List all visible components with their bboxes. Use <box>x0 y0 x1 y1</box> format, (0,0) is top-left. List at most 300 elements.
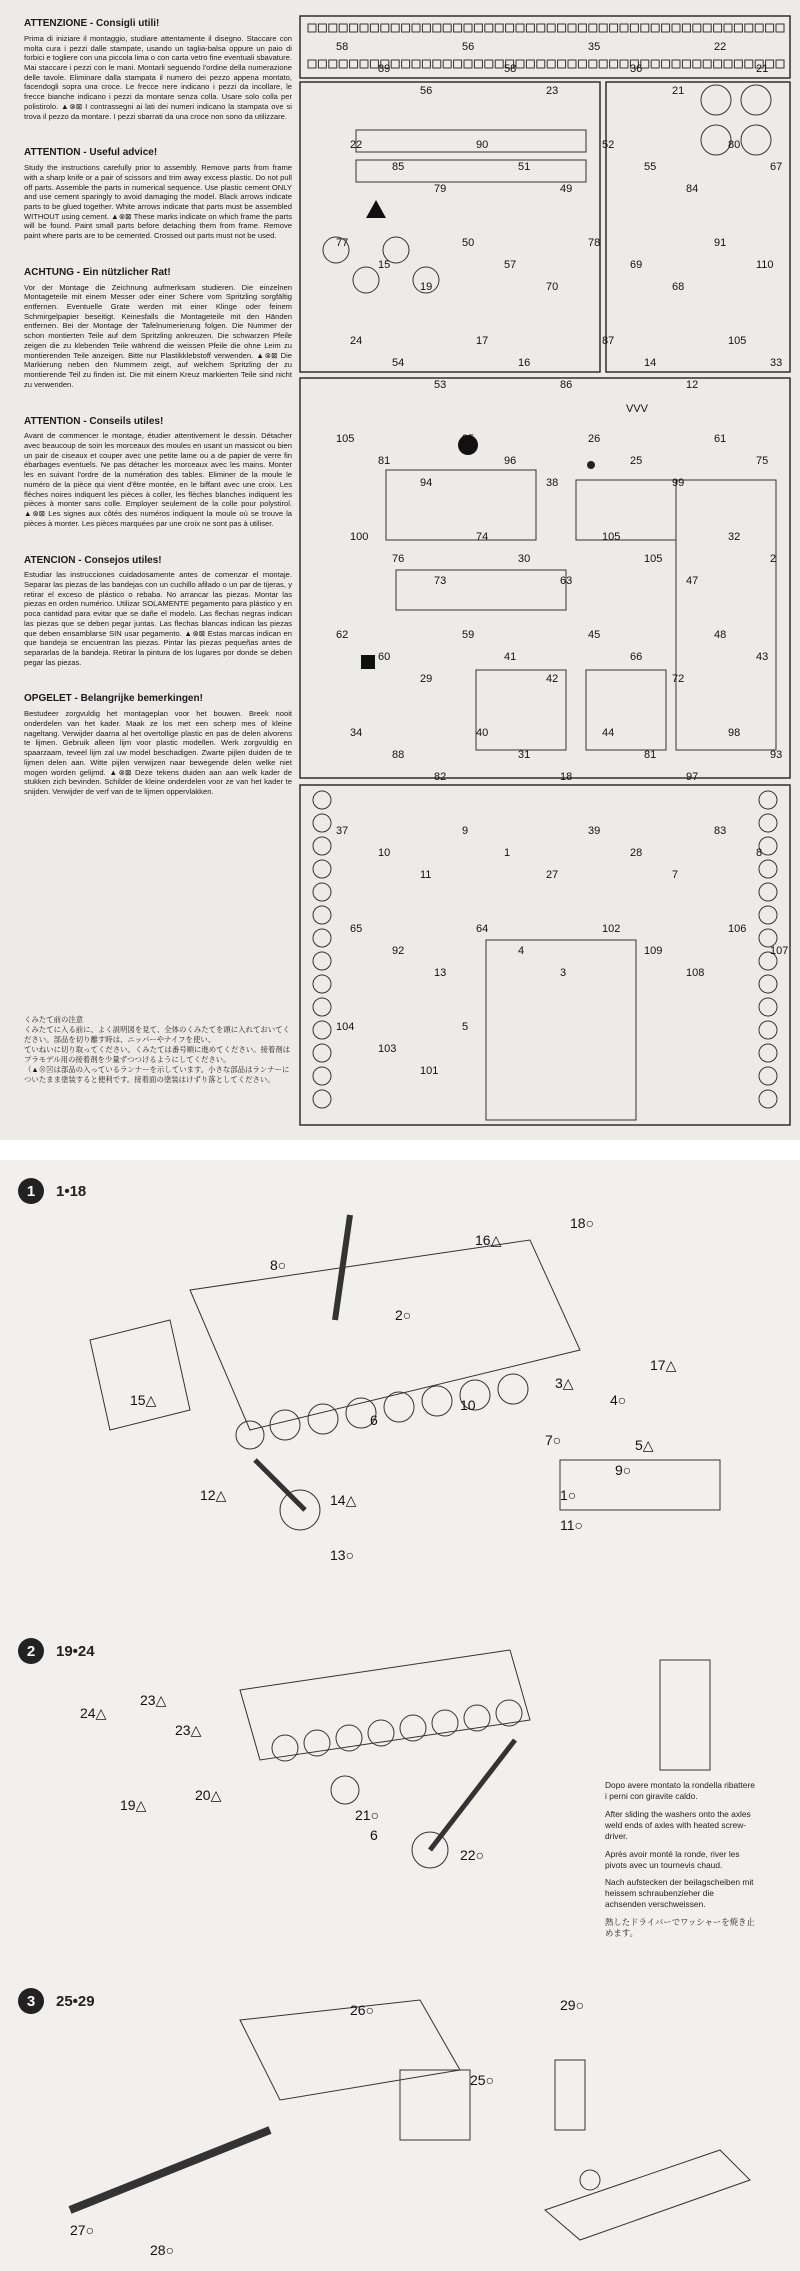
step-part-label: 24△ <box>80 1705 107 1721</box>
road-wheel <box>759 998 777 1016</box>
sprue-letter-label: VVV <box>626 403 649 415</box>
drive-sprocket <box>280 1490 320 1530</box>
part-number-label: 65 <box>350 923 363 935</box>
road-wheel <box>759 1044 777 1062</box>
part-number-label: 39 <box>588 825 601 837</box>
step-1-drawing <box>0 1170 800 1570</box>
road-wheel <box>759 1021 777 1039</box>
track-link <box>693 24 701 32</box>
step-part-label: 18○ <box>570 1215 595 1231</box>
step-part-label: 23△ <box>175 1722 202 1738</box>
step-part-label: 7○ <box>545 1432 562 1448</box>
instruction-body: Vor der Montage die Zeichnung aufmerksam studieren. Die einzelnen Montageteile mit einem Messer oder einer Schere vom Spritzling sorgfältig entfernen. Eventuelle Grate werden mit einer Klinge oder feinem Schmirgelpapier beseitigt. Keinesfalls die Montageteile mit den Händen entfernen. Bei der Montage der Tafelnumerierung folgen. Die Nummer der schon montierten Teile auf dem Spritzling ankreuzen. Die schwarzen Pfeile zeigen die zu klebenden Teile während die weissen Pfeile die ohne Leim zu montierenden Teile anzeigen. Bitte nur Plastikklebstoff verwenden. ▲⊗⊠ Die Markierung neben den Nummern zeigt, auf welchem Spritzling der zu montierende Teil zu finden ist. Die mit einem Kreuz markierten Teile sind nicht zu verwenden. <box>24 282 292 389</box>
part-number-label: 94 <box>420 477 433 489</box>
part-number-label: 12 <box>686 379 699 391</box>
japanese-note-line: くみたてに入る前に、よく説明図を見て、全体のくみたてを頭に入れておいてください。部品を切り離す時は、ニッパーやナイフを使い、 <box>24 1024 290 1044</box>
track-link <box>662 60 670 68</box>
part-number-label: 105 <box>602 531 621 543</box>
track-link <box>422 60 430 68</box>
step-parts-range: 25•29 <box>56 1992 95 2010</box>
japanese-note <box>24 1015 292 1085</box>
japanese-note-line: ていねいに切り取ってください。くみたては番号順に進めてください。接着剤はプラモデル用の接着剤を少量ずつつけるようにしてください。 <box>24 1044 291 1064</box>
part-number-label: 26 <box>588 433 601 445</box>
road-wheel <box>759 1067 777 1085</box>
track-link <box>672 60 680 68</box>
track-link <box>485 60 493 68</box>
part-number-label: 73 <box>434 575 447 587</box>
part-number-label: 17 <box>476 335 489 347</box>
track-link <box>568 60 576 68</box>
gun-carriage-inset <box>545 2150 750 2240</box>
step-part-label: 25○ <box>470 2072 495 2088</box>
instructions-column <box>24 18 292 823</box>
track-link <box>422 24 430 32</box>
track-link <box>370 24 378 32</box>
part-number-label: 91 <box>714 237 727 249</box>
part-number-label: 28 <box>630 847 643 859</box>
road-wheel <box>759 906 777 924</box>
part-number-label: 53 <box>434 379 447 391</box>
step-part-label: 27○ <box>70 2222 95 2238</box>
road-wheel <box>313 791 331 809</box>
track-link <box>402 24 410 32</box>
track-link <box>526 60 534 68</box>
instruction-body: Prima di iniziare il montaggio, studiare attentamente il disegno. Staccare con molta cura i pezzi dalle stampate, usando un taglia-balsa oppure un paio di forbici e togliere con una piccola lima o con carta vetro fine eventuali sbavature. Mai staccare i pezzi con le mani. Montarli seguendo l'ordine della numerazione delle tavole. Eliminare dalla stampata il numero dei pezzo appena montato, facendogli sopra una croce. Le frecce nere indicano i pezzi da incollare, le frecce bianche indicano i pezzi da montare senza colla. Usare solo colla per polistirolo. ▲⊗⊠ I contrassegni ai lati dei numeri indicano la stampata ove si trova il pezzo da montare. I pezzi sbarrati da una croce non sono da utilizzare. <box>24 33 292 121</box>
instruction-german <box>24 267 292 390</box>
part-number-label: 66 <box>630 651 643 663</box>
part-number-label: 45 <box>588 629 601 641</box>
part-number-label: 96 <box>504 455 517 467</box>
part-number-label: 47 <box>686 575 699 587</box>
track-link <box>339 24 347 32</box>
instruction-body: Bestudeer zorgvuldig het montageplan voor het bouwen. Breek nooit onderdelen van het kader. Maak ze los met een scherp mes of kleine nageltang. Verwijder daarna al het overtollige plastic en pas de delen alvorens te lijmen. Gebruik alleen lijm voor plastic modellen. Werk zorgvuldig en spaarzaam, teveel lijm zal uw model beschadigen. Zwarte pijlen duiden de te lijmen delen aan. Witte pijlen verwijzen naar bewegende delen welke niet mogen worden gelijmd. ▲⊗⊠ Deze tekens duiden aan aan welk kader de stukken zich bevinden. Schilder de kleine onderdelen voor ze van het kader te snijden. Verwijder de verf van de te lijmen oppervlakken. <box>24 709 292 797</box>
part-number-label: 24 <box>350 335 363 347</box>
road-wheel <box>313 998 331 1016</box>
step-2-part-labels <box>80 1692 484 1863</box>
soldering-illustration <box>660 1660 710 1770</box>
triangle-marker-icon <box>366 200 386 218</box>
track-link <box>724 60 732 68</box>
part-number-label: 108 <box>686 967 705 979</box>
parts-tree-diagram <box>296 10 796 1130</box>
track-link <box>682 24 690 32</box>
part-number-label: 77 <box>336 237 349 249</box>
step-part-label: 19△ <box>120 1797 147 1813</box>
sprue-frame-right <box>606 82 790 372</box>
step-part-label: 3△ <box>555 1375 574 1391</box>
track-link <box>745 60 753 68</box>
road-wheel <box>759 883 777 901</box>
screwdriver <box>255 1460 305 1510</box>
track-link <box>547 60 555 68</box>
part-number-label: 70 <box>546 281 559 293</box>
part-number-label: 8 <box>756 847 763 859</box>
road-wheel <box>270 1410 300 1440</box>
track-link <box>308 24 316 32</box>
part-number-label: 69 <box>630 259 643 271</box>
handwheel <box>580 2170 600 2190</box>
track-link <box>620 60 628 68</box>
track-link <box>506 24 514 32</box>
track-link <box>474 24 482 32</box>
road-wheel <box>313 860 331 878</box>
step-part-label: 16△ <box>475 1232 502 1248</box>
track-link <box>339 60 347 68</box>
part-number-labels <box>336 41 788 1077</box>
part-number-label: 35 <box>588 41 601 53</box>
part-number-label: 105 <box>336 433 355 445</box>
part-number-label: 22 <box>350 139 363 151</box>
part-number-label: 78 <box>588 237 601 249</box>
step-part-label: 14△ <box>330 1492 357 1508</box>
track-link <box>703 60 711 68</box>
part-number-label: 16 <box>518 357 531 369</box>
track-link <box>630 24 638 32</box>
part-number-label: 52 <box>602 139 615 151</box>
part-number-label: 43 <box>756 651 769 663</box>
part-number-label: 99 <box>672 477 685 489</box>
gun-barrel <box>70 2130 270 2210</box>
road-wheel <box>759 860 777 878</box>
detail-inset <box>560 1460 720 1510</box>
step-number-badge: 1 <box>18 1178 44 1204</box>
track-link <box>589 24 597 32</box>
screwdriver-handle <box>335 1215 350 1320</box>
hull-body <box>240 1650 530 1760</box>
part-number-label: 75 <box>756 455 769 467</box>
track-link <box>329 60 337 68</box>
washer-note-english: After sliding the washers onto the axles weld ends of axles with heated screw-driver. <box>605 1808 751 1841</box>
assembly-step-2 <box>0 1630 800 1939</box>
part-number-label: 98 <box>728 727 741 739</box>
part-number-label: 60 <box>378 651 391 663</box>
part-number-label: 27 <box>546 869 559 881</box>
road-wheels <box>270 1374 528 1440</box>
part-rear-plate <box>586 670 666 750</box>
step-part-label: 6 <box>370 1412 378 1428</box>
sprue-frame-left <box>300 82 600 372</box>
part-number-label: 9 <box>462 825 469 837</box>
part-number-label: 14 <box>644 357 657 369</box>
part-number-label: 31 <box>518 749 531 761</box>
part-number-label: 58 <box>336 41 349 53</box>
track-link <box>433 60 441 68</box>
part-number-label: 87 <box>602 335 615 347</box>
track-link <box>381 24 389 32</box>
armor-plate <box>90 1320 190 1430</box>
road-wheel <box>304 1730 330 1756</box>
part-number-label: 21 <box>756 63 769 75</box>
road-wheel <box>313 952 331 970</box>
road-wheel <box>308 1404 338 1434</box>
track-link <box>360 24 368 32</box>
road-wheel <box>759 814 777 832</box>
square-marker-icon <box>361 655 375 669</box>
track-link <box>516 60 524 68</box>
step-3-part-labels <box>70 1997 584 2258</box>
step-part-label: 21○ <box>355 1807 380 1823</box>
step-part-label: 29○ <box>560 1997 585 2013</box>
step-part-label: 22○ <box>460 1847 485 1863</box>
instruction-heading: ATTENZIONE - Consigli utili! <box>24 18 160 29</box>
idler-wheel <box>236 1421 264 1449</box>
part-number-label: 25 <box>630 455 643 467</box>
track-link <box>350 24 358 32</box>
step-part-label: 12△ <box>200 1487 227 1503</box>
part-number-label: 74 <box>476 531 489 543</box>
track-link <box>474 60 482 68</box>
part-number-label: 102 <box>602 923 621 935</box>
part-number-label: 19 <box>420 281 433 293</box>
instruction-heading: OPGELET - Belangrijke bemerkingen! <box>24 693 203 705</box>
part-number-label: 1 <box>504 847 511 859</box>
part-number-label: 67 <box>770 161 783 173</box>
part-number-label: 64 <box>476 923 489 935</box>
road-wheel <box>313 837 331 855</box>
road-wheel <box>313 975 331 993</box>
part-number-label: 55 <box>644 161 657 173</box>
track-link <box>412 60 420 68</box>
part-number-label: 105 <box>728 335 747 347</box>
track-link <box>766 24 774 32</box>
part-number-label: 95 <box>462 433 475 445</box>
japanese-note-title: くみたて前の注意 <box>24 1015 84 1024</box>
part-number-label: 42 <box>546 673 559 685</box>
part-number-label: 85 <box>392 161 405 173</box>
part-number-label: 68 <box>672 281 685 293</box>
part-number-label: 18 <box>560 771 573 783</box>
road-wheel <box>313 1021 331 1039</box>
part-number-label: 61 <box>714 433 727 445</box>
instruction-body: Estudiar las instrucciones cuidadosamente antes de comenzar el montaje. Separar las piezas de las bandejas con un cuchillo afilado o un par de tijeras, y retirar el exceso de plástico o rebaba. No arrancar las piezas. Montar las piezas en orden numérico. Utilizar SOLAMENTE pegamento para plástico y en poca cantidad para evitar que se dañe el modelo. Las flechas negras indican las piezas que se deben pegar juntas. Las flechas blancas indican las piezas que deben ensamblarse SIN usar pegamento. ▲⊗⊠ Estas marcas indican en que bandeja se encuentran las piezas. Pintar las piezas pequeñas antes de separarlas de la bandeja. Retirar la pintura de los lugares por donde se deben pegar las piezas. <box>24 570 292 667</box>
track-link <box>495 60 503 68</box>
part-number-label: 93 <box>770 749 783 761</box>
step-1-part-labels <box>130 1215 677 1563</box>
track-link <box>651 24 659 32</box>
track-link <box>693 60 701 68</box>
assembly-step-3 <box>0 1980 800 2270</box>
instruction-spanish <box>24 555 292 668</box>
part-number-label: 54 <box>392 357 405 369</box>
part-number-label: 4 <box>518 945 525 957</box>
part-number-label: 40 <box>476 727 489 739</box>
part-number-label: 100 <box>350 531 369 543</box>
part-hull-side <box>396 570 566 610</box>
part-number-label: 106 <box>728 923 747 935</box>
track-link <box>672 24 680 32</box>
part-number-label: 76 <box>392 553 405 565</box>
part-number-label: 86 <box>560 379 573 391</box>
track-link <box>558 24 566 32</box>
part-number-label: 33 <box>770 357 783 369</box>
part-number-label: 5 <box>462 1021 469 1033</box>
part-number-label: 110 <box>756 259 774 271</box>
step-parts-range: 1•18 <box>56 1182 87 1200</box>
track-link <box>558 60 566 68</box>
track-link <box>391 24 399 32</box>
track-link <box>516 24 524 32</box>
sprocket-wheel <box>741 85 771 115</box>
step-part-label: 23△ <box>140 1692 167 1708</box>
part-hull-side <box>386 470 536 540</box>
part-number-label: 80 <box>728 139 741 151</box>
screwdriver <box>430 1740 515 1850</box>
track-link <box>578 24 586 32</box>
part-number-label: 79 <box>434 183 447 195</box>
step-part-label: 8○ <box>270 1257 287 1273</box>
step-part-label: 4○ <box>610 1392 627 1408</box>
step-part-label: 28○ <box>150 2242 175 2258</box>
track-link <box>464 60 472 68</box>
part-number-label: 105 <box>644 553 663 565</box>
washer-note-italian: Dopo avere montato la rondella ribattere i perni con giravite caldo. <box>605 1780 755 1801</box>
step-part-label: 26○ <box>350 2002 375 2018</box>
road-wheel <box>313 1044 331 1062</box>
instruction-heading: ATTENTION - Useful advice! <box>24 147 158 159</box>
part-number-label: 37 <box>336 825 349 837</box>
part-number-label: 109 <box>644 945 663 957</box>
step-part-label: 13○ <box>330 1547 355 1563</box>
part-number-label: 56 <box>420 85 433 97</box>
track-link <box>734 60 742 68</box>
road-wheel <box>496 1700 522 1726</box>
step-number-badge: 3 <box>18 1988 44 2014</box>
road-wheel <box>272 1735 298 1761</box>
road-wheel <box>331 1776 359 1804</box>
part-number-label: 107 <box>770 945 789 957</box>
part-number-label: 72 <box>672 673 685 685</box>
part-number-label: 82 <box>434 771 447 783</box>
part-number-label: 32 <box>728 531 741 543</box>
part-deck <box>576 480 676 540</box>
track-link <box>350 60 358 68</box>
assembly-sheet <box>0 1160 800 2271</box>
part-number-label: 36 <box>630 63 643 75</box>
track-link <box>620 24 628 32</box>
track-link <box>464 24 472 32</box>
track-link <box>412 24 420 32</box>
road-wheel <box>313 1067 331 1085</box>
road-wheel <box>313 1090 331 1108</box>
part-number-label: 59 <box>462 629 475 641</box>
track-link <box>443 60 451 68</box>
track-link <box>360 60 368 68</box>
part-number-label: 29 <box>420 673 433 685</box>
track-link <box>578 60 586 68</box>
part-number-label: 38 <box>546 477 559 489</box>
sprocket-wheel <box>701 125 731 155</box>
sprocket-wheel <box>353 267 379 293</box>
assembly-step-1 <box>0 1170 800 1570</box>
part-number-label: 3 <box>560 967 567 979</box>
track-link <box>433 24 441 32</box>
road-wheel <box>759 791 777 809</box>
road-wheel <box>313 814 331 832</box>
step-2-header <box>18 1638 95 1664</box>
instruction-heading: ACHTUNG - Ein nützlicher Rat! <box>24 266 171 278</box>
step-part-label: 1○ <box>560 1487 577 1503</box>
instruction-english <box>24 147 292 241</box>
track-link <box>641 24 649 32</box>
road-wheel <box>759 975 777 993</box>
track-link <box>714 60 722 68</box>
instruction-body: Avant de commencer le montage, étudier attentivement le dessin. Détacher avec beaucoup de soin les morceaux des moules en usant un massicot ou bien un pair de ciseaux et couper avec une petite lame ou a de papier de verre fin ébarbages eventuels. Ne pas détacher les morceaux avec les mains. Monter les en suivant l'ordre de la numération des tables. Eliminer de la moule le numéro de la pièce qui vient d'être montée, en le biffant avec une croix. Les flèches noires indiquent les pièces à coller, les flèches blanches indiquent les pièces à monter sans colle. Employer seulement de la colle pour polystirol. ▲⊗⊠ Les signes aux côtés des numéros indiquent la moule où se trouve la pièces à monter. Les pièces marquées par une croix ne sont pas à utiliser. <box>24 431 292 528</box>
washer-note <box>605 1780 755 1946</box>
step-part-label: 17△ <box>650 1357 677 1373</box>
track-link <box>402 60 410 68</box>
step-part-label: 2○ <box>395 1307 412 1323</box>
part-number-label: 51 <box>518 161 531 173</box>
track-link <box>589 60 597 68</box>
part-hull-plate <box>356 130 586 152</box>
part-number-label: 22 <box>714 41 727 53</box>
part-number-label: 23 <box>546 85 559 97</box>
instruction-body: Study the instructions carefully prior to assembly. Remove parts from frame with a sharp knife or a pair of scissors and trim away excess plastic. Do not pull off parts. Assemble the parts in numerical sequence. Use plastic cement ONLY and use cement sparingly to avoid damaging the model. Black arrows indicate parts to be glued together. White arrows indicate that parts must be assembled WITHOUT using cement. ▲⊗⊠ These marks indicate on which frame the parts will be found. Paint small parts before detaching them from frame. Remove paint where parts are to be cemented. Crossed out parts must not be used. <box>24 163 292 241</box>
step-3-header <box>18 1988 95 2014</box>
step-3-drawing <box>0 1980 800 2270</box>
step-number-badge: 2 <box>18 1638 44 1664</box>
track-link <box>318 24 326 32</box>
parts-tree-svg <box>296 10 796 1130</box>
washer-note-german: Nach aufstecken der beilagscheiben mit heissem schraubenzieher die achsenden verschweissen. <box>605 1877 754 1910</box>
part-number-label: 84 <box>686 183 699 195</box>
track-link <box>495 24 503 32</box>
breech-block <box>400 2070 470 2140</box>
part-number-label: 89 <box>378 63 391 75</box>
part-number-label: 2 <box>770 553 777 565</box>
japanese-note-line: （▲⊗⊠は部品の入っているランナーを示しています。小さな部品はランナーについたまま塗装すると便利です。接着面の塗装はけずり落としてください。 <box>24 1064 290 1084</box>
part-number-label: 81 <box>644 749 657 761</box>
part-number-label: 44 <box>602 727 615 739</box>
part-number-label: 97 <box>686 771 699 783</box>
track-link <box>599 60 607 68</box>
sprue-gate-icon <box>587 461 595 469</box>
step-parts-range: 19•24 <box>56 1642 95 1660</box>
part-number-label: 81 <box>378 455 391 467</box>
part-number-label: 103 <box>378 1043 397 1055</box>
page-divider <box>0 1140 800 1160</box>
road-wheel <box>759 1090 777 1108</box>
step-part-label: 20△ <box>195 1787 222 1803</box>
track-link <box>526 24 534 32</box>
track-link <box>537 24 545 32</box>
track-link <box>724 24 732 32</box>
instruction-italian <box>24 18 292 121</box>
track-link <box>443 24 451 32</box>
track-links <box>308 24 784 68</box>
sprocket-wheel <box>701 85 731 115</box>
part-number-label: 48 <box>714 629 727 641</box>
step-part-label: 10 <box>460 1397 476 1413</box>
step-part-label: 9○ <box>615 1462 632 1478</box>
part-number-label: 88 <box>392 749 405 761</box>
step-1-header <box>18 1178 86 1204</box>
step-part-label: 11○ <box>560 1517 583 1533</box>
part-number-label: 41 <box>504 651 517 663</box>
track-link <box>568 24 576 32</box>
track-link <box>651 60 659 68</box>
track-link <box>755 24 763 32</box>
part-number-label: 62 <box>336 629 349 641</box>
part-number-label: 13 <box>434 967 447 979</box>
track-link <box>318 60 326 68</box>
part-number-label: 56 <box>462 41 475 53</box>
washer-note-french: Après avoir monté la ronde, river les pivots avec un tournevis chaud. <box>605 1848 740 1870</box>
road-wheel <box>313 906 331 924</box>
track-link <box>329 24 337 32</box>
sprocket-wheel <box>741 125 771 155</box>
instruction-heading: ATTENTION - Conseils utiles! <box>24 415 164 427</box>
